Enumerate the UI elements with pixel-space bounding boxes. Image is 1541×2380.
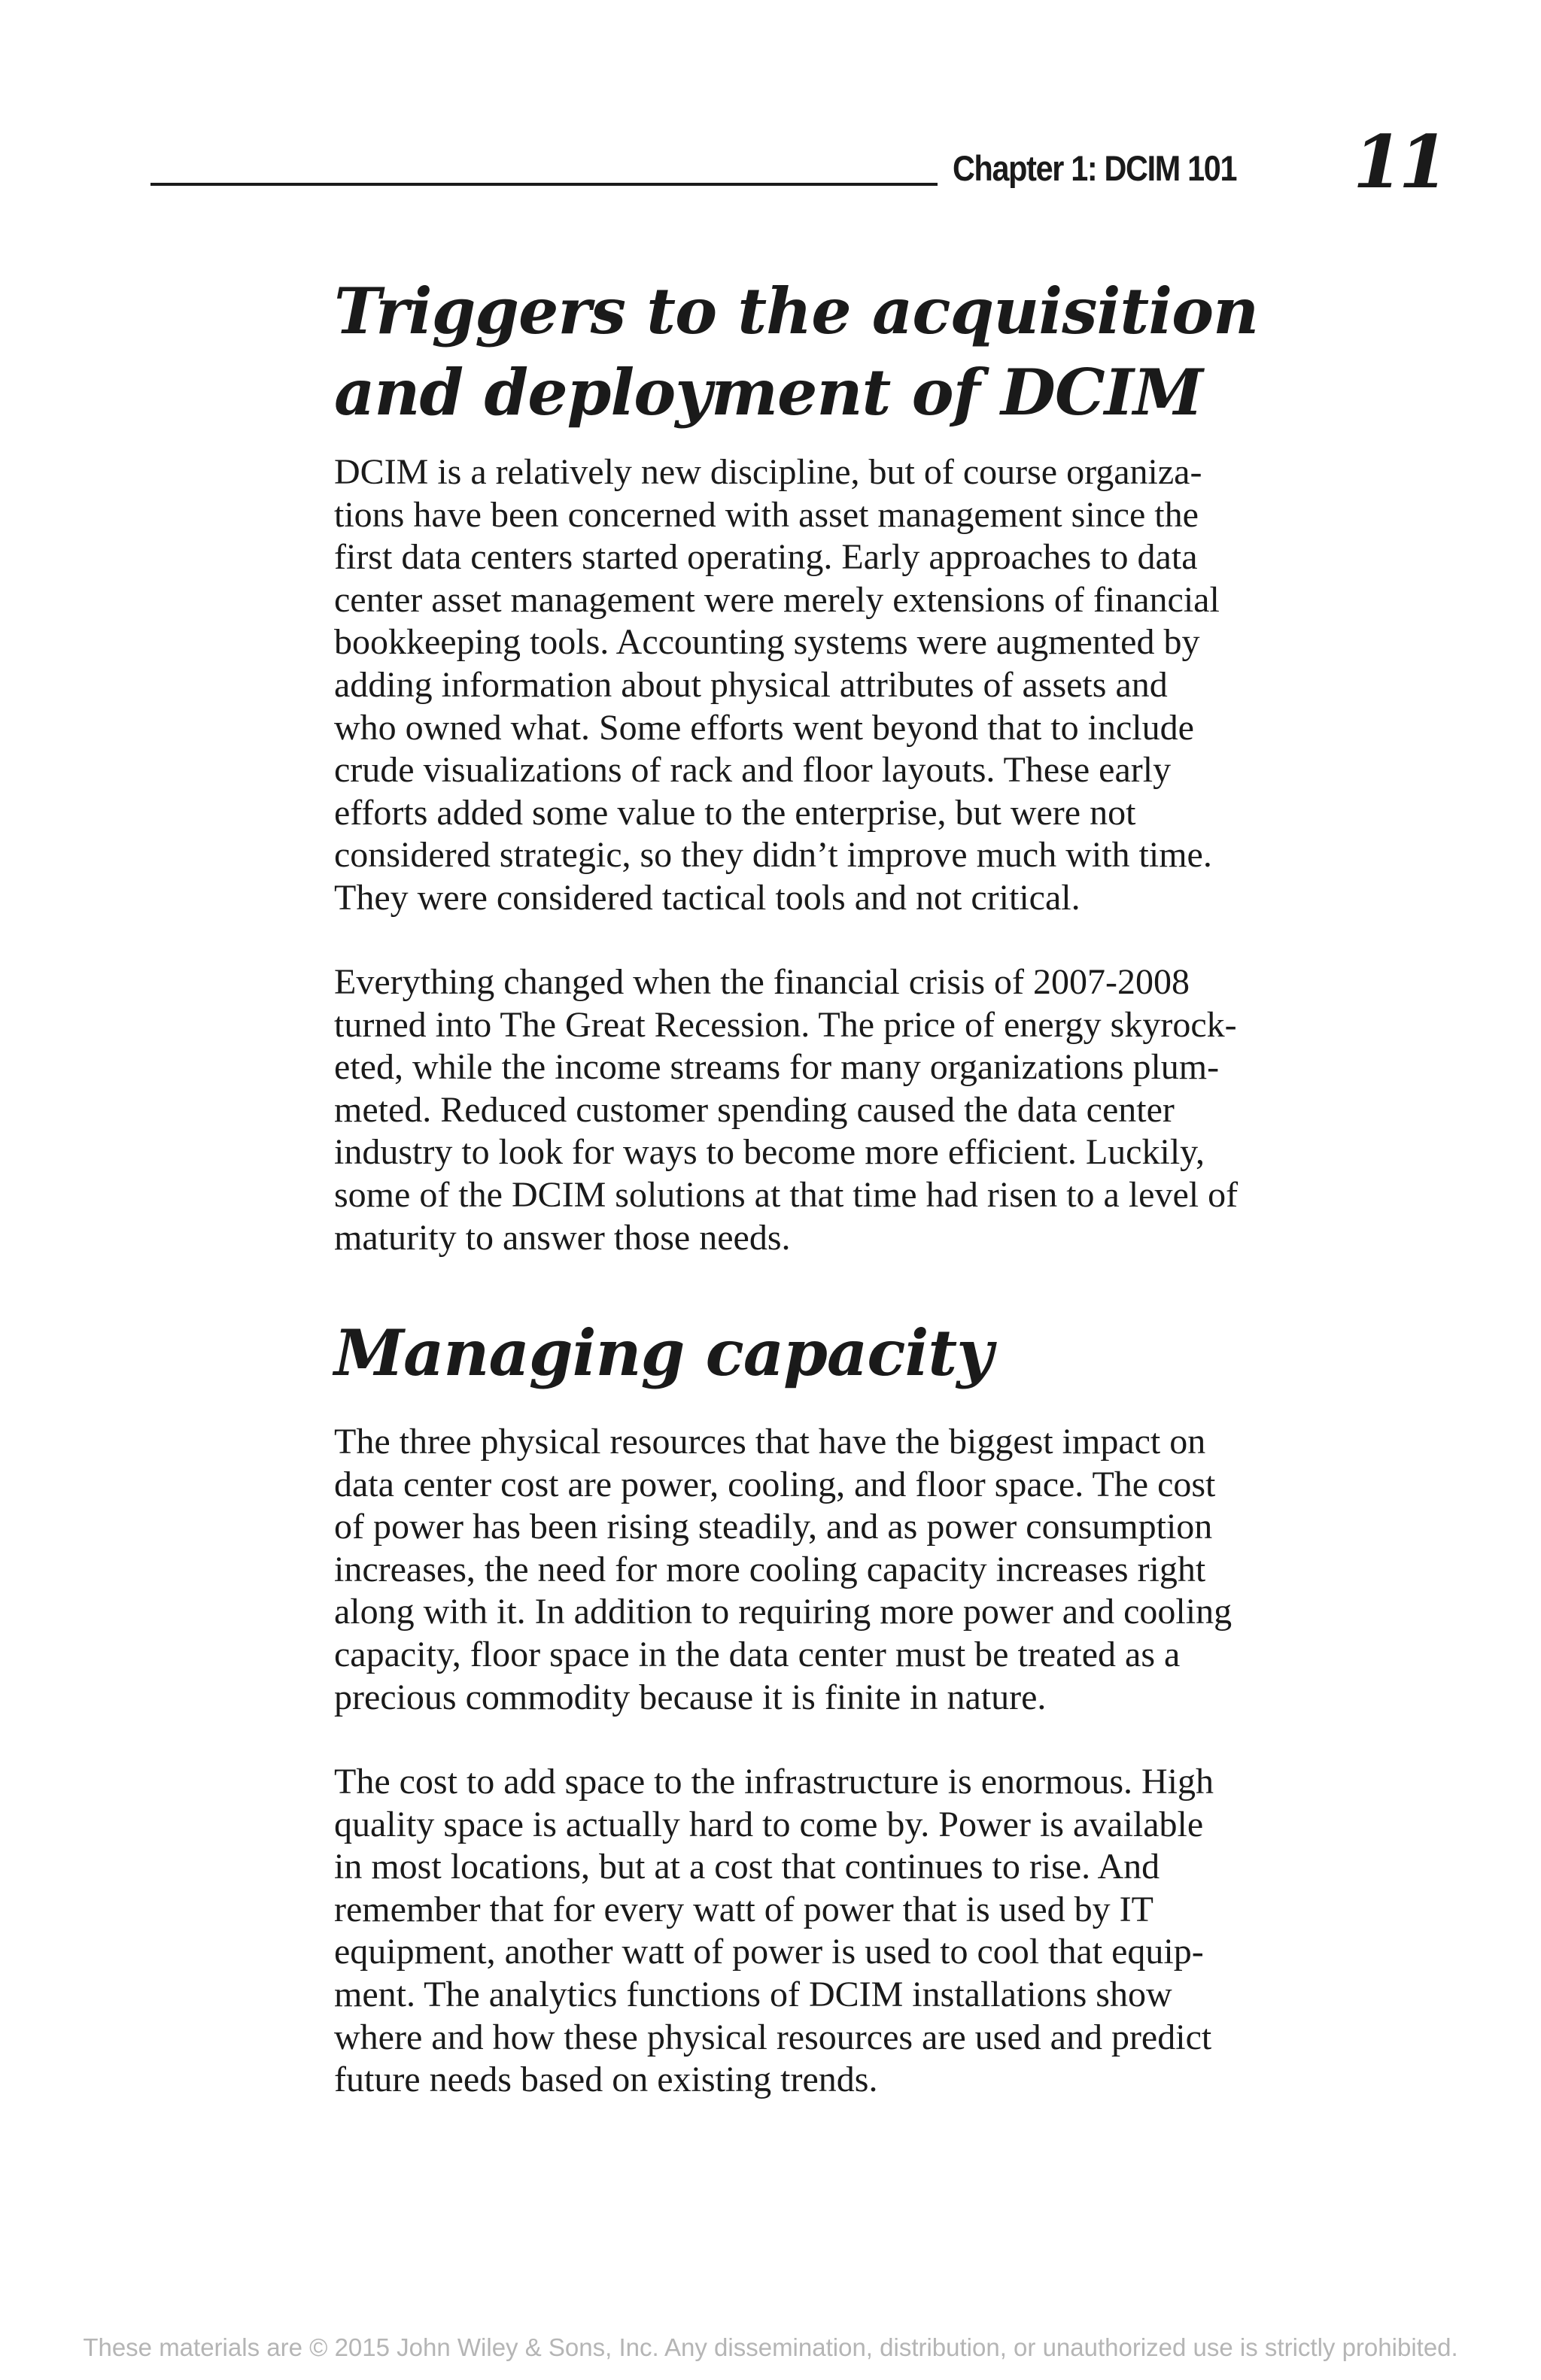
page-number: 11 — [1353, 120, 1445, 205]
section-heading-managing-capacity: Managing capacity — [334, 1316, 993, 1390]
copyright-notice: These materials are © 2015 John Wiley & Sons, Inc. Any dissemination, distribution, or unauthorized use is strictly prohibited. — [83, 2333, 1458, 2361]
paragraph: The cost to add space to the infrastructure is enormous. High quality space is actually hard to come by. Power is available in most locations, but at a cost that continues to rise. And remember that for every watt of power that is used by IT equipment, another watt of power is used to cool that equip- ment. The analytics functions of DCIM installations show where and how these physical resources are used and predict future needs based on existing trends. — [334, 1762, 1214, 2100]
section-heading-triggers: Triggers to the acquisition and deployment of DCIM — [334, 274, 1259, 430]
paragraph: DCIM is a relatively new discipline, but of course organiza- tions have been concerned with asset management since the first data centers started operating. Early approaches to data center asset management were merely extensions of financial bookkeeping tools. Accounting systems were augmented by adding information about physical attributes of assets and who owned what. Some efforts went beyond that to include crude visualizations of rack and floor layouts. These early efforts added some value to the enterprise, but were not considered strategic, so they didn’t improve much with time. They were considered tactical tools and not critical. — [334, 452, 1220, 918]
paragraph: The three physical resources that have the biggest impact on data center cost are power, cooling, and floor space. The cost of power has been rising steadily, and as power consumption increases, the need for more cooling capacity increases right along with it. In addition to requiring more power and cooling capacity, floor space in the data center must be treated as a precious commodity because it is finite in nature. — [334, 1422, 1232, 1717]
header-rule — [150, 183, 938, 186]
paragraph: Everything changed when the financial crisis of 2007-2008 turned into The Great Recession. The price of energy skyrock- eted, while the income streams for many organizations plum- meted. Reduced customer spending caused the data center industry to look for ways to become more efficient. Luckily, some of the DCIM solutions at that time had risen to a level of maturity to answer those needs. — [334, 962, 1239, 1258]
running-head: Chapter 1: DCIM 101 — [953, 148, 1237, 188]
